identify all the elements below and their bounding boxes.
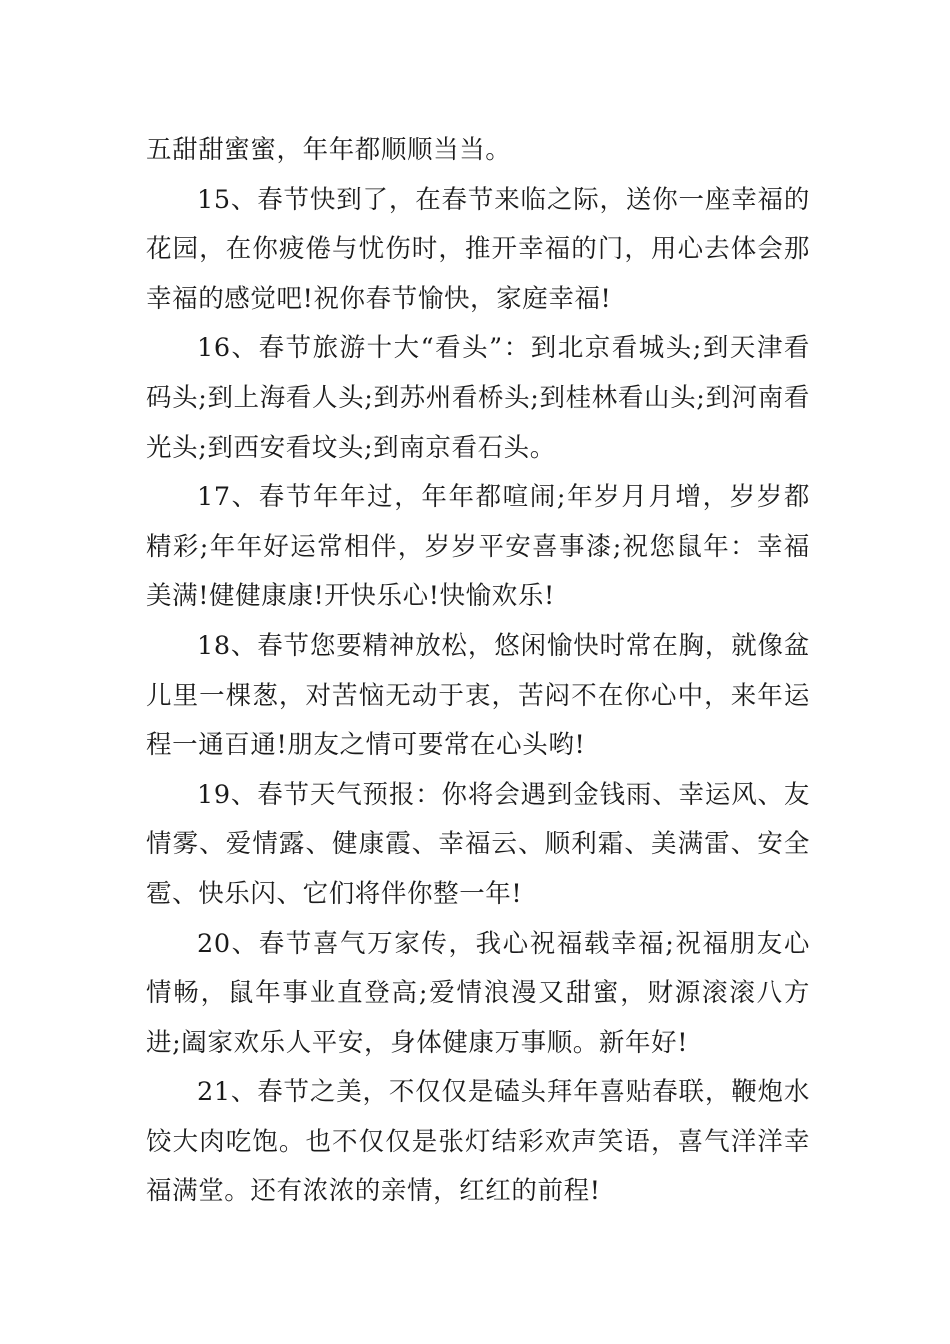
paragraph-item-15: 15、春节快到了，在春节来临之际，送你一座幸福的花园，在你疲倦与忧伤时，推开幸福的门，用心去体会那幸福的感觉吧!祝你春节愉快，家庭幸福! [146,184,810,314]
paragraph-item-16: 16、春节旅游十大“看头”：到北京看城头;到天津看码头;到上海看人头;到苏州看桥头;到桂林看山头;到河南看光头;到西安看坟头;到南京看石头。 [146,333,810,463]
paragraph-item-17: 17、春节年年过，年年都喧闹;年岁月月增，岁岁都精彩;年年好运常相伴，岁岁平安喜事漆;祝您鼠年：幸福美满!健健康康!开快乐心!快愉欢乐! [146,482,810,612]
paragraph-item-20: 20、春节喜气万家传，我心祝福载幸福;祝福朋友心情畅，鼠年事业直登高;爱情浪漫又甜蜜，财源滚滚八方进;阖家欢乐人平安，身体健康万事顺。新年好! [146,928,810,1058]
paragraph-item-18: 18、春节您要精神放松，悠闲愉快时常在胸，就像盆儿里一棵葱，对苦恼无动于衷，苦闷不在你心中，来年运程一通百通!朋友之情可要常在心头哟! [146,630,810,761]
document-body [146,126,810,1217]
paragraph-item-21: 21、春节之美，不仅仅是磕头拜年喜贴春联，鞭炮水饺大肉吃饱。也不仅仅是张灯结彩欢声笑语，喜气洋洋幸福满堂。还有浓浓的亲情，红红的前程! [146,1077,810,1207]
paragraph-item-19: 19、春节天气预报：你将会遇到金钱雨、幸运风、友情雾、爱情露、健康霞、幸福云、顺利霜、美满雷、安全雹、快乐闪、它们将伴你整一年! [146,779,810,909]
paragraph-continuation: 五甜甜蜜蜜，年年都顺顺当当。 [146,135,512,165]
